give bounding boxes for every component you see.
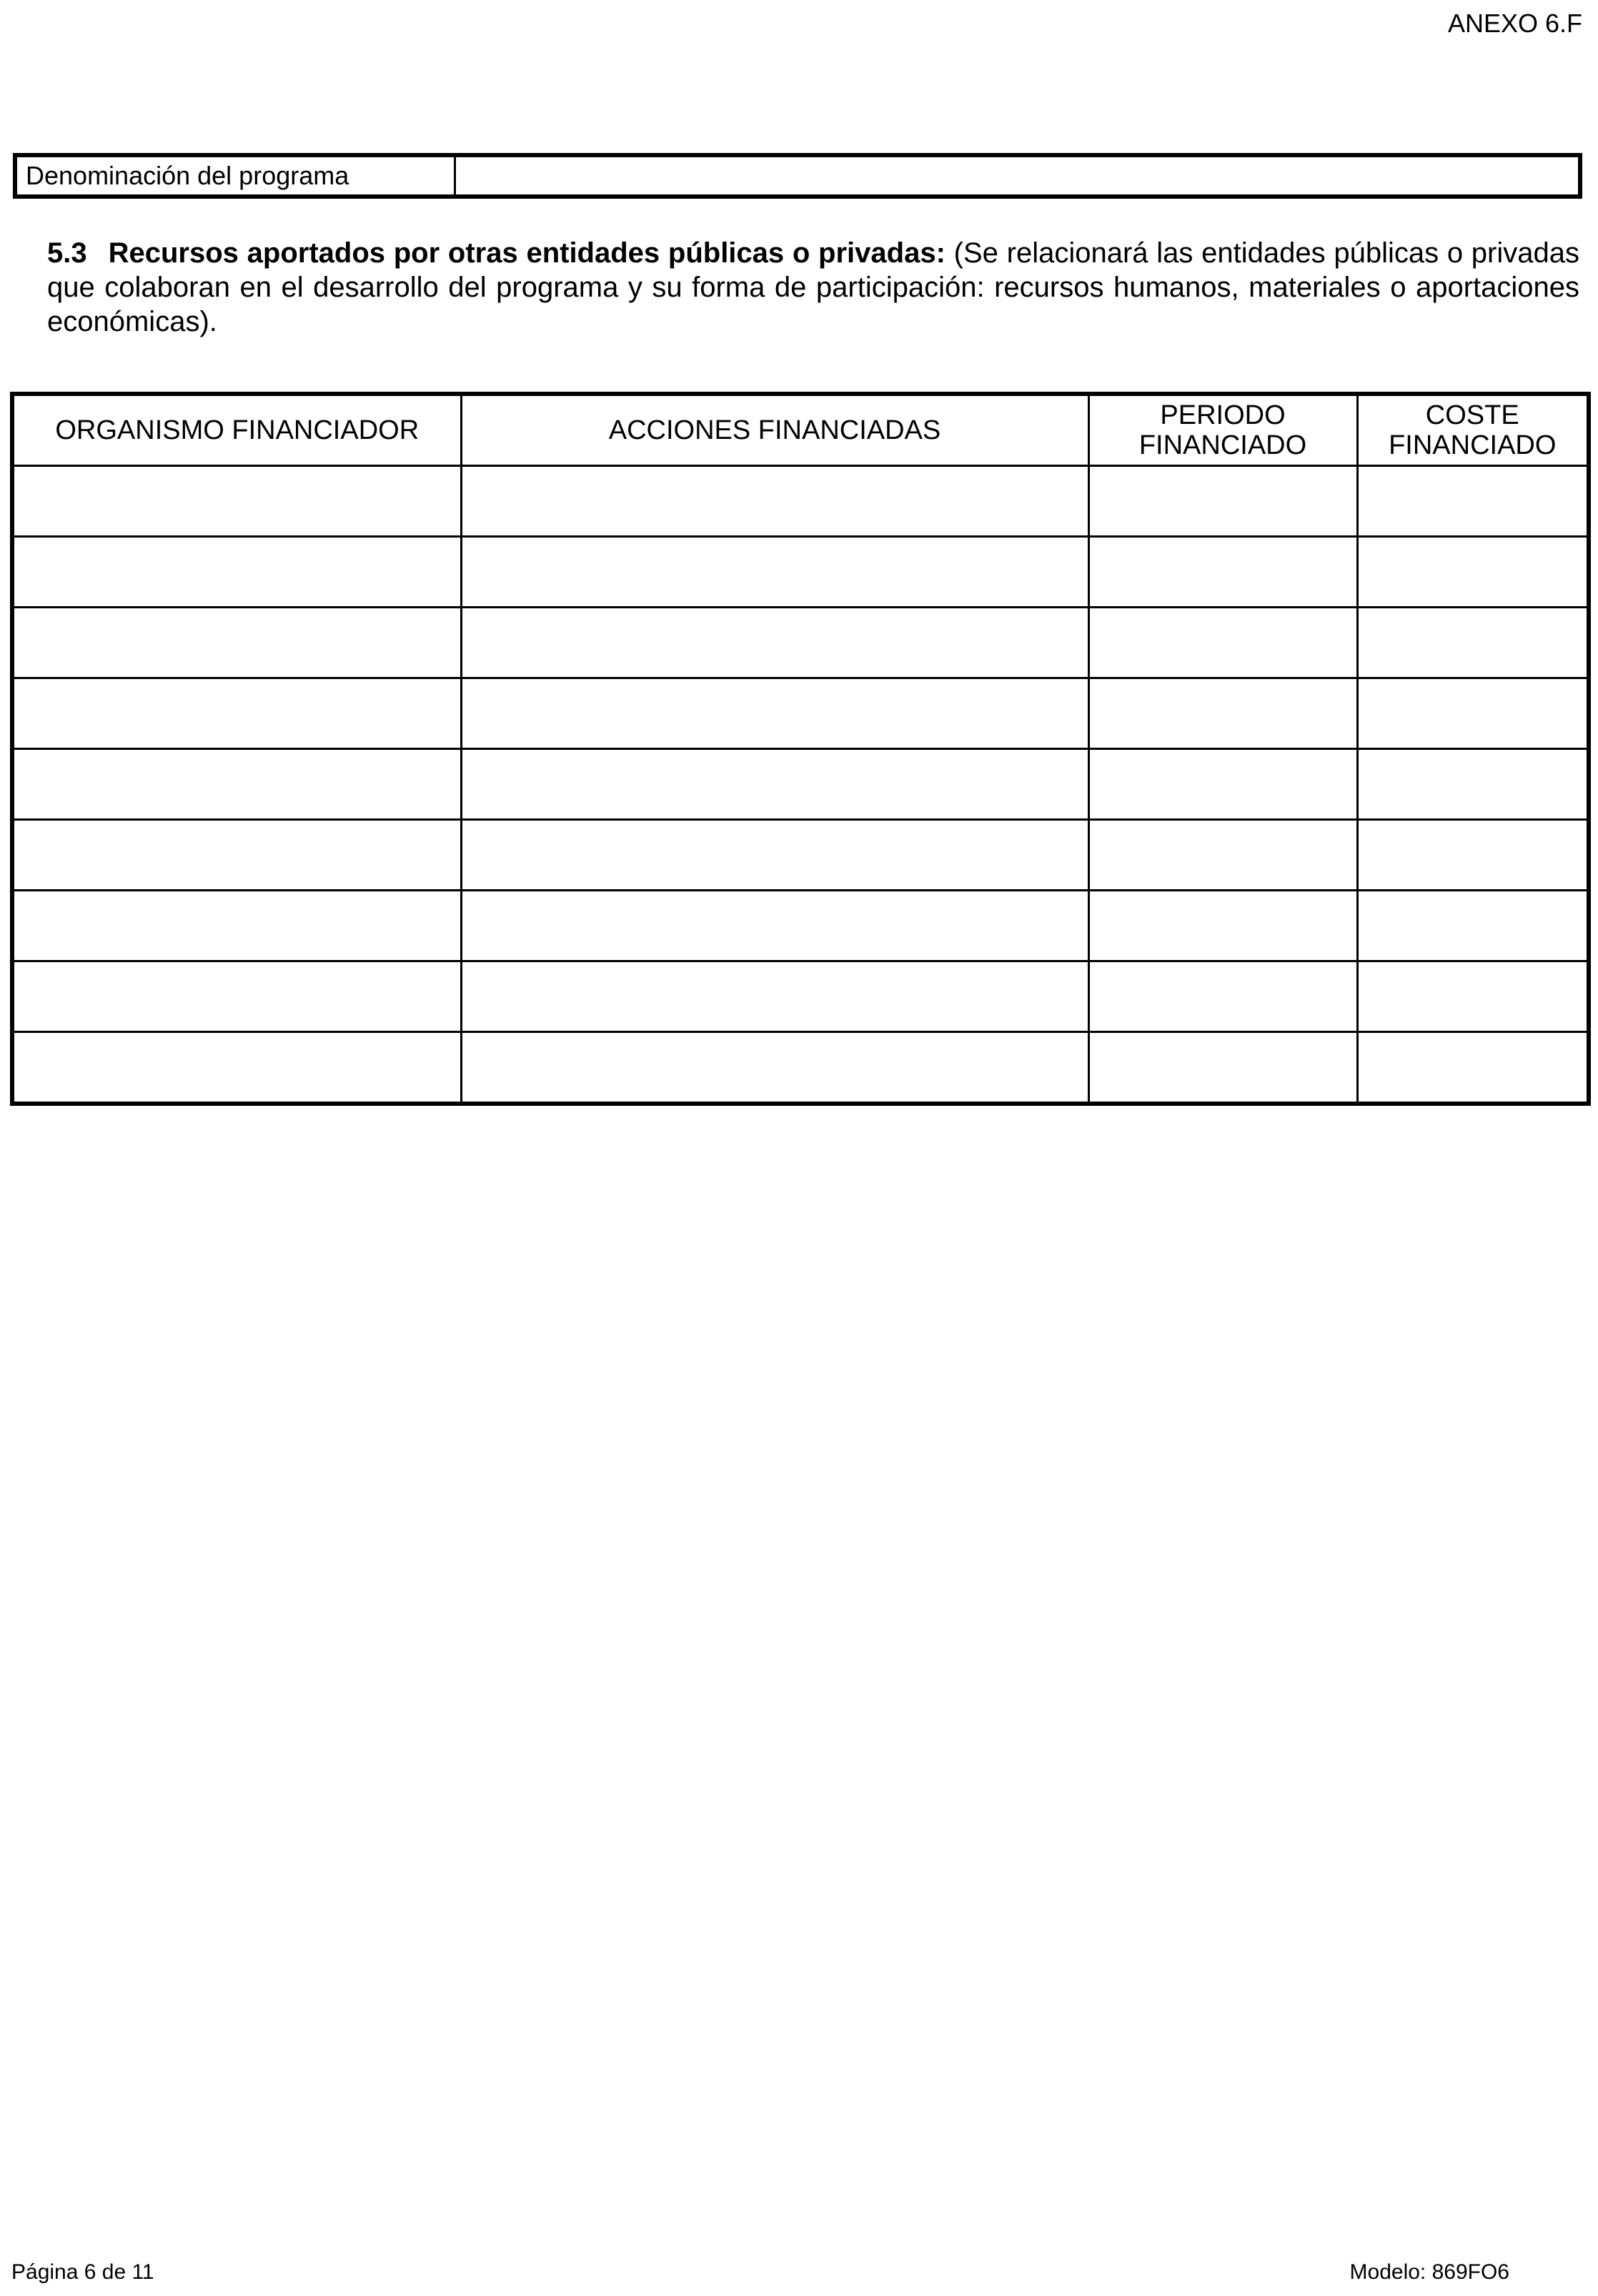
cell-acciones[interactable]: [461, 466, 1088, 537]
cell-acciones[interactable]: [461, 1032, 1088, 1104]
cell-acciones[interactable]: [461, 608, 1088, 678]
cell-coste[interactable]: [1357, 820, 1589, 891]
cell-acciones[interactable]: [461, 537, 1088, 608]
cell-acciones[interactable]: [461, 891, 1088, 961]
section-description: (Se relacionará las entidades públicas o privadas que colaboran en el desarrollo del programa y su forma de participación: recursos humanos, materiales o aportaciones económicas).: [47, 237, 1579, 337]
table-row: [12, 820, 1589, 891]
header-organismo: ORGANISMO FINANCIADOR: [12, 394, 461, 466]
cell-periodo[interactable]: [1088, 678, 1357, 749]
cell-coste[interactable]: [1357, 961, 1589, 1032]
funding-table: [10, 392, 1591, 1106]
annex-label: ANEXO 6.F: [1447, 9, 1582, 38]
cell-acciones[interactable]: [461, 820, 1088, 891]
table-row: [12, 1032, 1589, 1104]
header-coste-line2: FINANCIADO: [1389, 430, 1557, 460]
header-periodo: [1088, 394, 1357, 466]
cell-organismo[interactable]: [12, 891, 461, 961]
cell-organismo[interactable]: [12, 749, 461, 820]
cell-organismo[interactable]: [12, 678, 461, 749]
cell-acciones[interactable]: [461, 961, 1088, 1032]
header-periodo-line2: FINANCIADO: [1138, 430, 1307, 460]
table-row: [12, 961, 1589, 1032]
table-row: [12, 466, 1589, 537]
cell-coste[interactable]: [1357, 537, 1589, 608]
table-row: [12, 537, 1589, 608]
section-5-3: [47, 236, 1579, 339]
cell-coste[interactable]: [1357, 749, 1589, 820]
cell-periodo[interactable]: [1088, 749, 1357, 820]
program-name-label: Denominación del programa: [17, 157, 456, 194]
cell-periodo[interactable]: [1088, 891, 1357, 961]
header-acciones: ACCIONES FINANCIADAS: [461, 394, 1088, 466]
table-row: [12, 678, 1589, 749]
cell-coste[interactable]: [1357, 608, 1589, 678]
table-row: [12, 891, 1589, 961]
cell-periodo[interactable]: [1088, 961, 1357, 1032]
section-title: Recursos aportados por otras entidades públicas o privadas:: [108, 237, 946, 269]
section-number: 5.3: [47, 237, 87, 269]
cell-coste[interactable]: [1357, 891, 1589, 961]
cell-coste[interactable]: [1357, 466, 1589, 537]
header-coste: [1357, 394, 1589, 466]
header-coste-line1: COSTE: [1425, 400, 1519, 430]
cell-periodo[interactable]: [1088, 537, 1357, 608]
cell-coste[interactable]: [1357, 1032, 1589, 1104]
cell-periodo[interactable]: [1088, 608, 1357, 678]
cell-organismo[interactable]: [12, 466, 461, 537]
cell-organismo[interactable]: [12, 608, 461, 678]
program-name-input[interactable]: [456, 157, 1578, 194]
table-row: [12, 749, 1589, 820]
table-row: [12, 608, 1589, 678]
cell-organismo[interactable]: [12, 537, 461, 608]
cell-acciones[interactable]: [461, 749, 1088, 820]
cell-periodo[interactable]: [1088, 1032, 1357, 1104]
cell-organismo[interactable]: [12, 820, 461, 891]
cell-organismo[interactable]: [12, 961, 461, 1032]
cell-periodo[interactable]: [1088, 466, 1357, 537]
cell-periodo[interactable]: [1088, 820, 1357, 891]
table-header-row: [12, 394, 1589, 466]
cell-coste[interactable]: [1357, 678, 1589, 749]
model-code: Modelo: 869FO6: [1349, 2260, 1509, 2284]
cell-organismo[interactable]: [12, 1032, 461, 1104]
header-periodo-line1: PERIODO: [1160, 400, 1286, 430]
program-name-field: [13, 153, 1582, 199]
page-number: Página 6 de 11: [11, 2260, 154, 2284]
cell-acciones[interactable]: [461, 678, 1088, 749]
